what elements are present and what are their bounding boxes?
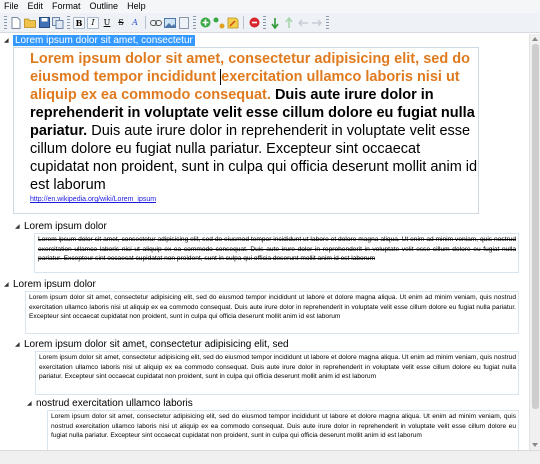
menu-format[interactable]: Format: [52, 1, 81, 11]
add-child-node-icon[interactable]: [213, 17, 225, 29]
open-folder-icon[interactable]: [24, 17, 36, 29]
new-document-icon[interactable]: [10, 17, 22, 29]
menu-help[interactable]: Help: [127, 1, 146, 11]
note-link[interactable]: http://en.wikipedia.org/wiki/Lorem_ipsum: [30, 196, 157, 203]
insert-image-icon[interactable]: [164, 17, 176, 29]
toolbar-separator: [145, 16, 146, 29]
collapse-arrow-icon[interactable]: ◢: [27, 400, 32, 407]
outdent-icon[interactable]: [297, 17, 309, 29]
node-title[interactable]: Lorem ipsum dolor: [13, 278, 96, 290]
hyperlink-icon[interactable]: [150, 17, 162, 29]
node-note[interactable]: Lorem ipsum dolor sit amet, consectetur adipisicing elit, sed do eiusmod tempor incididunt ut labore et dolore magna aliqua. Ut enim ad minim veniam, quis nostrud exercitation ullamco laboris nisi ut aliquip ex ea commodo consequat. Duis aute irure dolor in reprehenderit in voluptate velit esse cillum dolore eu fugiat nulla pariatur. Excepteur sint occaecat cupidatat non proident, sunt in culpa qui officia deserunt mollit anim id est laborum: [25, 291, 519, 334]
outline-node[interactable]: [15, 220, 107, 232]
collapse-arrow-icon[interactable]: ◢: [4, 37, 9, 44]
toolbar-grip-3[interactable]: [193, 16, 196, 30]
collapse-arrow-icon[interactable]: ◢: [4, 281, 9, 288]
note-orange-bold-text-2: exercitation ullamco laboris nisi ut aliquip ex ea commodo consequat.: [30, 69, 460, 103]
outline-view[interactable]: [0, 34, 529, 450]
node-note-editor[interactable]: [13, 47, 479, 214]
node-note[interactable]: Lorem ipsum dolor sit amet, consectetur adipisicing elit, sed do eiusmod tempor incididunt ut labore et dolore magna aliqua. Ut enim ad minim veniam, quis nostrud exercitation ullamco laboris nisi ut aliquip ex ea commodo consequat. Duis aute irure dolor in reprehenderit in voluptate velit esse cillum dolore eu fugiat nulla pariatur. Excepteur sint occaecat cupidatat non proident, sunt in culpa qui officia deserunt mollit anim id est laborum: [47, 410, 519, 450]
underline-button[interactable]: U: [103, 17, 111, 27]
toolbar-grip-4[interactable]: [263, 16, 266, 30]
status-bar: [0, 450, 540, 464]
scroll-down-icon[interactable]: [532, 443, 538, 447]
italic-button[interactable]: I: [87, 17, 99, 29]
note-icon[interactable]: [178, 17, 190, 29]
copy-icon[interactable]: [52, 17, 64, 29]
outline-node-root[interactable]: [4, 34, 195, 46]
toolbar-separator-2: [243, 16, 244, 29]
add-node-icon[interactable]: [199, 17, 211, 29]
outline-node[interactable]: [15, 338, 289, 350]
note-bold-text: Duis aute irure dolor in reprehenderit in voluptate velit esse cillum dolore eu fugiat nulla pariatur.: [30, 87, 475, 139]
move-up-icon[interactable]: [283, 17, 295, 29]
toolbar: [0, 13, 540, 33]
outline-node[interactable]: [27, 397, 193, 409]
move-down-icon[interactable]: [269, 17, 281, 29]
scroll-up-icon[interactable]: [532, 37, 538, 41]
node-title[interactable]: Lorem ipsum dolor sit amet, consectetur adipisicing elit, sed: [24, 338, 289, 350]
node-title[interactable]: nostrud exercitation ullamco laboris: [36, 397, 193, 409]
node-note[interactable]: Lorem ipsum dolor sit amet, consectetur adipisicing elit, sed do eiusmod tempor incididunt ut labore et dolore magna aliqua. Ut enim ad minim veniam, quis nostrud exercitation ullamco laboris nisi ut aliquip ex ea commodo consequat. Duis aute irure dolor in reprehenderit in voluptate velit esse cillum dolore eu fugiat nulla pariatur. Excepteur sint occaecat cupidatat non proident, sunt in culpa qui officia deserunt mollit anim id est laborum: [35, 351, 519, 395]
node-note[interactable]: Lorem ipsum dolor sit amet, consectetur adipisicing elit, sed do eiusmod tempor incididunt ut labore et dolore magna aliqua. Ut enim ad minim veniam, quis nostrud exercitation ullamco laboris nisi ut aliquip ex ea commodo consequat. Duis aute irure dolor in reprehenderit in voluptate velit esse cillum dolore eu fugiat nulla pariatur. Excepteur sint occaecat cupidatat non proident, sunt in culpa qui officia deserunt mollit anim id est laborum: [34, 233, 519, 273]
note-normal-text: Duis aute irure dolor in reprehenderit in voluptate velit esse cillum dolore eu fugiat nulla pariatur. Excepteur sint occaecat cupidatat non proident, sunt in culpa qui officia deserunt mollit anim id est laborum: [30, 123, 478, 193]
collapse-arrow-icon[interactable]: ◢: [15, 223, 20, 230]
node-title-selected[interactable]: Lorem ipsum dolor sit amet, consectetur: [15, 34, 193, 46]
node-title[interactable]: Lorem ipsum dolor: [24, 220, 107, 232]
toolbar-grip[interactable]: [4, 16, 7, 30]
add-note-icon[interactable]: [227, 17, 239, 29]
menu-file[interactable]: File: [4, 1, 19, 11]
vertical-scrollbar[interactable]: [529, 34, 540, 450]
menu-edit[interactable]: Edit: [27, 1, 44, 11]
toolbar-grip-5[interactable]: [326, 16, 329, 30]
collapse-arrow-icon[interactable]: ◢: [15, 341, 20, 348]
save-icon[interactable]: [38, 17, 50, 29]
menu-bar: [0, 0, 540, 13]
toolbar-grip-2[interactable]: [67, 16, 70, 30]
note-orange-bold-text: Lorem ipsum dolor sit amet, consectetur adipisicing elit, sed do eiusmod tempor incididunt: [30, 51, 470, 85]
indent-icon[interactable]: [311, 17, 323, 29]
outline-node[interactable]: [4, 278, 96, 290]
scrollbar-thumb[interactable]: [532, 44, 539, 409]
strikethrough-button[interactable]: S: [118, 17, 124, 27]
delete-icon[interactable]: [248, 17, 260, 29]
note-text[interactable]: [30, 50, 478, 194]
menu-outline[interactable]: Outline: [89, 1, 119, 11]
bold-button[interactable]: B: [73, 17, 85, 29]
font-color-button[interactable]: A: [132, 17, 138, 27]
